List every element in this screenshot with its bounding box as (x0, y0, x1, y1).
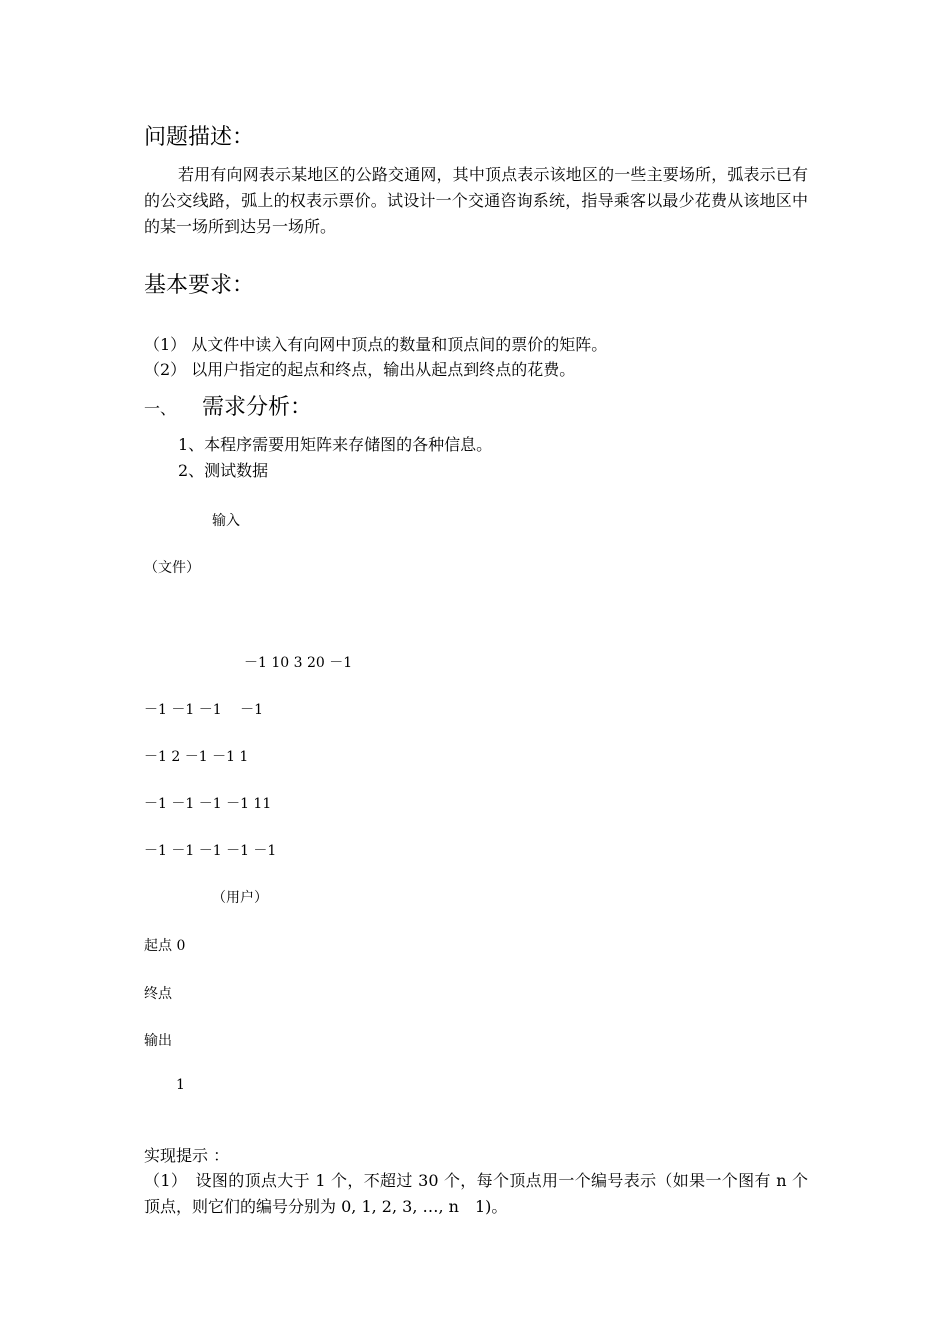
matrix-row: －1 2 －1 －1 1 (144, 749, 249, 765)
requirement-num: （1） (144, 335, 187, 354)
start-point: 起点 0 (144, 938, 186, 954)
problem-title: 问题描述： (144, 125, 255, 150)
analysis-item-1: 1、本程序需要用矩阵来存储图的各种信息。 (178, 435, 493, 454)
matrix-row: －1 －1 －1 －1 (144, 702, 263, 718)
output-value: 1 (176, 1077, 185, 1093)
analysis-num: 一、 (144, 399, 177, 418)
end-point: 终点 (144, 986, 172, 1002)
analysis-title: 需求分析： (202, 395, 313, 420)
requirements-title: 基本要求： (144, 273, 255, 298)
requirement-num: （2） (144, 360, 187, 379)
input-label: 输入 (212, 513, 240, 529)
file-label: （文件） (144, 560, 200, 576)
hint-item-1: （1） 设图的顶点大于 1 个，不超过 30 个，每个顶点用一个编号表示（如果一个图有 n 个顶点，则它们的编号分别为 0, 1, 2, 3, …, n 1)。 (144, 1171, 808, 1216)
requirement-text: 以用户指定的起点和终点，输出从起点到终点的花费。 (191, 360, 576, 379)
hints-title: 实现提示 ： (144, 1146, 230, 1165)
user-label: （用户） (212, 890, 268, 906)
requirement-text: 从文件中读入有向网中顶点的数量和顶点间的票价的矩阵。 (191, 335, 608, 354)
problem-text: 若用有向网表示某地区的公路交通网，其中顶点表示该地区的一些主要场所，弧表示已有的公交线路，弧上的权表示票价。试设计一个交通咨询系统，指导乘客以最少花费从该地区中的某一场所到达另一场所。 (144, 165, 808, 236)
matrix-row: －1 －1 －1 －1 11 (144, 796, 272, 812)
requirement-item-1 (144, 332, 607, 358)
output-label: 输出 (144, 1033, 172, 1049)
matrix-row: －1 10 3 20 －1 (244, 655, 353, 671)
requirement-item-2 (144, 357, 575, 383)
matrix-row: －1 －1 －1 －1 －1 (144, 843, 277, 859)
analysis-item-2: 2、测试数据 (178, 461, 269, 480)
